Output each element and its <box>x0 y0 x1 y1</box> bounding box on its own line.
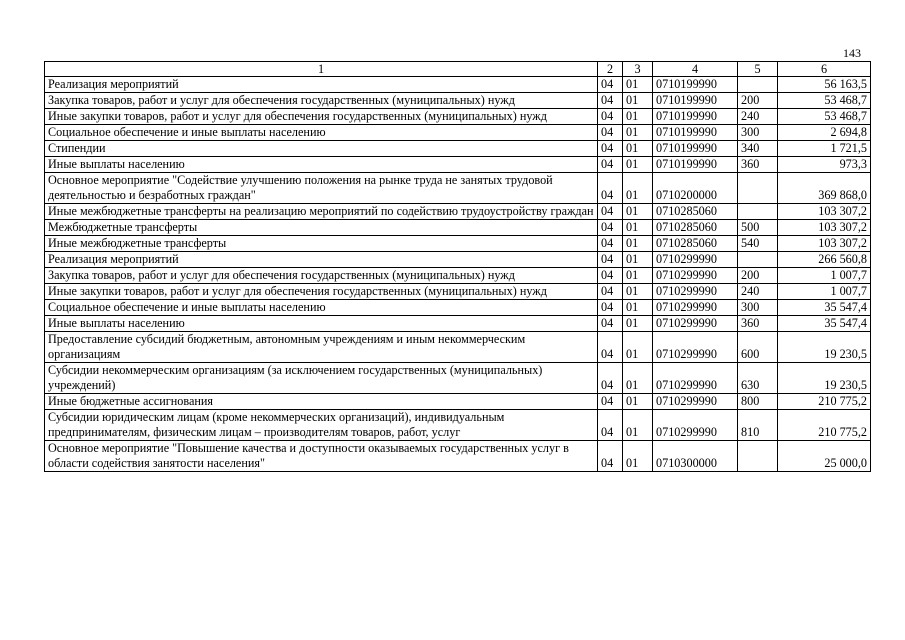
table-body <box>45 77 871 472</box>
row-section: 04 <box>598 109 623 125</box>
row-expense-type <box>738 441 778 472</box>
row-amount: 35 547,4 <box>778 316 871 332</box>
table-row <box>45 300 871 316</box>
row-name: Предоставление субсидий бюджетным, автономным учреждениям и иным некоммерческим организациям <box>45 332 598 363</box>
row-section: 04 <box>598 173 623 204</box>
row-target-article: 0710285060 <box>653 220 738 236</box>
row-name: Реализация мероприятий <box>45 252 598 268</box>
column-header: 5 <box>738 62 778 77</box>
column-header: 4 <box>653 62 738 77</box>
row-amount: 973,3 <box>778 157 871 173</box>
page-number: 143 <box>843 46 861 60</box>
row-amount: 1 721,5 <box>778 141 871 157</box>
row-subsection: 01 <box>623 252 653 268</box>
row-subsection: 01 <box>623 220 653 236</box>
table-row <box>45 332 871 363</box>
row-section: 04 <box>598 204 623 220</box>
row-section: 04 <box>598 268 623 284</box>
row-section: 04 <box>598 77 623 93</box>
row-expense-type: 200 <box>738 93 778 109</box>
table-row <box>45 93 871 109</box>
row-expense-type: 300 <box>738 300 778 316</box>
row-target-article: 0710299990 <box>653 252 738 268</box>
row-subsection: 01 <box>623 394 653 410</box>
table-row <box>45 363 871 394</box>
row-target-article: 0710199990 <box>653 125 738 141</box>
row-target-article: 0710285060 <box>653 236 738 252</box>
row-expense-type: 240 <box>738 284 778 300</box>
row-name: Иные выплаты населению <box>45 157 598 173</box>
row-subsection: 01 <box>623 77 653 93</box>
table-row <box>45 236 871 252</box>
row-section: 04 <box>598 441 623 472</box>
row-section: 04 <box>598 125 623 141</box>
row-target-article: 0710199990 <box>653 157 738 173</box>
row-target-article: 0710299990 <box>653 394 738 410</box>
row-section: 04 <box>598 93 623 109</box>
table-row <box>45 441 871 472</box>
table-row <box>45 125 871 141</box>
row-subsection: 01 <box>623 173 653 204</box>
row-section: 04 <box>598 141 623 157</box>
row-amount: 210 775,2 <box>778 394 871 410</box>
row-amount: 19 230,5 <box>778 363 871 394</box>
row-target-article: 0710299990 <box>653 332 738 363</box>
table-row <box>45 77 871 93</box>
row-expense-type: 800 <box>738 394 778 410</box>
table-row <box>45 394 871 410</box>
column-header: 6 <box>778 62 871 77</box>
row-expense-type <box>738 77 778 93</box>
row-expense-type: 500 <box>738 220 778 236</box>
row-subsection: 01 <box>623 157 653 173</box>
row-expense-type: 360 <box>738 157 778 173</box>
row-subsection: 01 <box>623 204 653 220</box>
row-amount: 103 307,2 <box>778 236 871 252</box>
row-expense-type <box>738 173 778 204</box>
row-section: 04 <box>598 300 623 316</box>
row-subsection: 01 <box>623 236 653 252</box>
row-section: 04 <box>598 220 623 236</box>
table-row <box>45 268 871 284</box>
row-subsection: 01 <box>623 332 653 363</box>
row-expense-type: 200 <box>738 268 778 284</box>
table-row <box>45 173 871 204</box>
row-target-article: 0710299990 <box>653 363 738 394</box>
table-row <box>45 316 871 332</box>
row-target-article: 0710299990 <box>653 410 738 441</box>
row-subsection: 01 <box>623 300 653 316</box>
row-name: Субсидии юридическим лицам (кроме некоммерческих организаций), индивидуальным предпринимателям, физическим лицам – производителям товаров, работ, услуг <box>45 410 598 441</box>
row-target-article: 0710299990 <box>653 268 738 284</box>
row-section: 04 <box>598 157 623 173</box>
table-row <box>45 410 871 441</box>
table-row <box>45 220 871 236</box>
row-name: Основное мероприятие "Повышение качества и доступности оказываемых государственных услуг в области содействия занятости населения" <box>45 441 598 472</box>
row-target-article: 0710299990 <box>653 300 738 316</box>
row-name: Межбюджетные трансферты <box>45 220 598 236</box>
row-target-article: 0710300000 <box>653 441 738 472</box>
row-amount: 369 868,0 <box>778 173 871 204</box>
row-name: Социальное обеспечение и иные выплаты населению <box>45 300 598 316</box>
row-subsection: 01 <box>623 284 653 300</box>
row-amount: 25 000,0 <box>778 441 871 472</box>
row-name: Иные выплаты населению <box>45 316 598 332</box>
row-expense-type: 600 <box>738 332 778 363</box>
row-name: Закупка товаров, работ и услуг для обеспечения государственных (муниципальных) нужд <box>45 93 598 109</box>
row-subsection: 01 <box>623 93 653 109</box>
row-name: Иные бюджетные ассигнования <box>45 394 598 410</box>
row-section: 04 <box>598 316 623 332</box>
row-target-article: 0710299990 <box>653 316 738 332</box>
row-subsection: 01 <box>623 268 653 284</box>
row-subsection: 01 <box>623 316 653 332</box>
row-subsection: 01 <box>623 410 653 441</box>
row-amount: 103 307,2 <box>778 204 871 220</box>
row-amount: 1 007,7 <box>778 268 871 284</box>
row-amount: 35 547,4 <box>778 300 871 316</box>
header-row <box>45 62 871 77</box>
row-target-article: 0710199990 <box>653 109 738 125</box>
table-row <box>45 157 871 173</box>
row-name: Основное мероприятие "Содействие улучшению положения на рынке труда не занятых трудовой деятельностью и безработных граждан" <box>45 173 598 204</box>
row-amount: 1 007,7 <box>778 284 871 300</box>
row-name: Иные межбюджетные трансферты на реализацию мероприятий по содействию трудоустройству граждан <box>45 204 598 220</box>
column-header: 3 <box>623 62 653 77</box>
row-amount: 19 230,5 <box>778 332 871 363</box>
row-expense-type <box>738 204 778 220</box>
row-expense-type: 340 <box>738 141 778 157</box>
row-target-article: 0710199990 <box>653 93 738 109</box>
row-amount: 103 307,2 <box>778 220 871 236</box>
column-header: 1 <box>45 62 598 77</box>
row-name: Иные межбюджетные трансферты <box>45 236 598 252</box>
row-target-article: 0710200000 <box>653 173 738 204</box>
row-section: 04 <box>598 363 623 394</box>
row-subsection: 01 <box>623 441 653 472</box>
row-expense-type: 540 <box>738 236 778 252</box>
row-amount: 56 163,5 <box>778 77 871 93</box>
row-amount: 2 694,8 <box>778 125 871 141</box>
row-amount: 53 468,7 <box>778 93 871 109</box>
row-section: 04 <box>598 236 623 252</box>
row-amount: 53 468,7 <box>778 109 871 125</box>
row-expense-type <box>738 252 778 268</box>
row-target-article: 0710285060 <box>653 204 738 220</box>
column-header: 2 <box>598 62 623 77</box>
row-target-article: 0710299990 <box>653 284 738 300</box>
row-amount: 210 775,2 <box>778 410 871 441</box>
row-expense-type: 300 <box>738 125 778 141</box>
row-name: Субсидии некоммерческим организациям (за исключением государственных (муниципальных) учреждений) <box>45 363 598 394</box>
row-section: 04 <box>598 394 623 410</box>
row-name: Стипендии <box>45 141 598 157</box>
table-row <box>45 284 871 300</box>
row-target-article: 0710199990 <box>653 77 738 93</box>
row-target-article: 0710199990 <box>653 141 738 157</box>
row-section: 04 <box>598 284 623 300</box>
row-expense-type: 360 <box>738 316 778 332</box>
table-row <box>45 204 871 220</box>
table-row <box>45 141 871 157</box>
row-name: Иные закупки товаров, работ и услуг для обеспечения государственных (муниципальных) нужд <box>45 109 598 125</box>
row-subsection: 01 <box>623 109 653 125</box>
table-row <box>45 109 871 125</box>
budget-table <box>44 61 871 472</box>
row-name: Иные закупки товаров, работ и услуг для обеспечения государственных (муниципальных) нужд <box>45 284 598 300</box>
row-section: 04 <box>598 332 623 363</box>
table-row <box>45 252 871 268</box>
row-expense-type: 630 <box>738 363 778 394</box>
row-subsection: 01 <box>623 141 653 157</box>
row-section: 04 <box>598 410 623 441</box>
row-subsection: 01 <box>623 125 653 141</box>
row-amount: 266 560,8 <box>778 252 871 268</box>
row-name: Закупка товаров, работ и услуг для обеспечения государственных (муниципальных) нужд <box>45 268 598 284</box>
row-name: Социальное обеспечение и иные выплаты населению <box>45 125 598 141</box>
row-section: 04 <box>598 252 623 268</box>
row-name: Реализация мероприятий <box>45 77 598 93</box>
row-expense-type: 240 <box>738 109 778 125</box>
row-subsection: 01 <box>623 363 653 394</box>
row-expense-type: 810 <box>738 410 778 441</box>
